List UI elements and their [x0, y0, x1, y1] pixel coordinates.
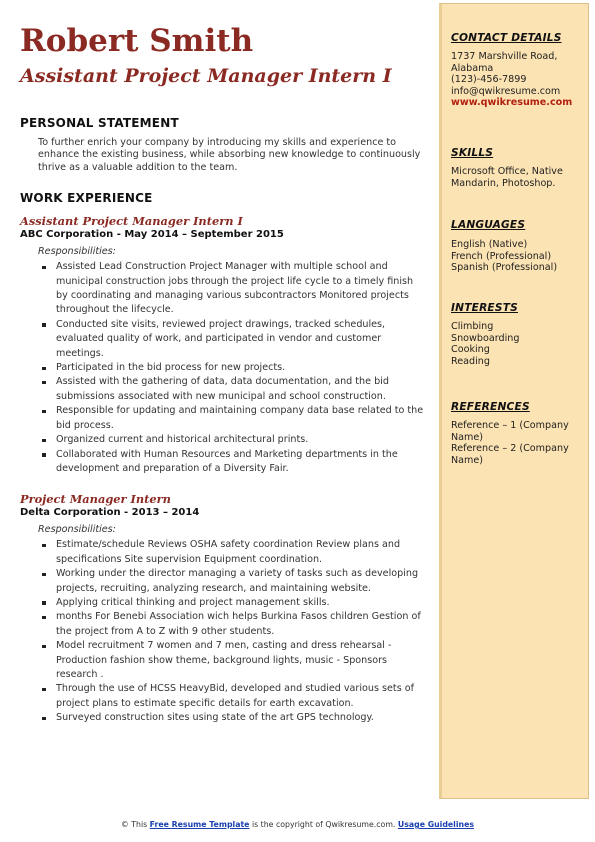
responsibilities-list — [56, 260, 425, 476]
candidate-title: Assistant Project Manager Intern I — [20, 65, 392, 87]
personal-statement-text: To further enrich your company by introducing my skills and experience to enhance the existing business, while absorbing new knowledge to continuously thrive as a valuable addition to the team. — [38, 137, 421, 173]
list-item: Organized current and historical architectural prints. — [56, 433, 425, 447]
list-item: Conducted site visits, reviewed project drawings, tracked schedules, evaluated quality of work, and participated in vendor and customer meetings. — [56, 318, 425, 361]
list-item: Responsible for updating and maintaining company data base related to the bid process. — [56, 404, 425, 433]
list-item: Collaborated with Human Resources and Marketing departments in the development and preparation of a Diversity Fair. — [56, 448, 425, 477]
reference-line: Reference – 1 (Company — [451, 420, 569, 431]
job-entry — [20, 492, 425, 725]
footer-copyright-text: is the copyright of Qwikresume.com. — [249, 820, 398, 829]
interests-heading: INTERESTS — [451, 302, 518, 314]
skills-line: Microsoft Office, Native — [451, 166, 563, 177]
job-company-dates: Delta Corporation - 2013 – 2014 — [20, 507, 200, 519]
usage-guidelines-link[interactable]: Usage Guidelines — [397, 820, 475, 829]
job-company-dates: ABC Corporation - May 2014 – September 2015 — [20, 229, 284, 241]
list-item: Assisted Lead Construction Project Manager with multiple school and municipal construction jobs through the project life cycle to a timely finish by coordinating and managing various subcontractors Monitored projects throughout the lifecycle. — [56, 260, 425, 318]
list-item: Working under the director managing a variety of tasks such as developing projects, recruiting, analyzing research, and maintaining website. — [56, 567, 425, 596]
language-item: Spanish (Professional) — [451, 262, 558, 274]
responsibilities-label: Responsibilities: — [38, 524, 116, 536]
footer-prefix: © This — [120, 820, 150, 829]
interests-section — [451, 302, 587, 367]
footer — [0, 820, 595, 829]
interest-item: Snowboarding — [451, 332, 520, 344]
skills-section — [451, 147, 587, 189]
sidebar — [439, 3, 589, 799]
list-item: Estimate/schedule Reviews OSHA safety coordination Review plans and specifications Site supervision Equipment coordination. — [56, 538, 425, 567]
skills-line: Mandarin, Photoshop. — [451, 177, 556, 189]
work-experience-heading: WORK EXPERIENCE — [20, 191, 153, 206]
email-address: info@qwikresume.com — [451, 85, 561, 97]
interest-item: Cooking — [451, 344, 490, 356]
website-link[interactable]: www.qwikresume.com — [451, 97, 573, 109]
personal-statement-heading: PERSONAL STATEMENT — [20, 116, 179, 130]
list-item: Model recruitment 7 women and 7 men, casting and dress rehearsal - Production fashion show theme, background lights, music - Sponsors research . — [56, 639, 425, 682]
responsibilities-label: Responsibilities: — [38, 246, 116, 258]
language-item: French (Professional) — [451, 250, 552, 262]
address-line: Alabama — [451, 62, 494, 74]
references-heading: REFERENCES — [451, 401, 530, 413]
job-title: Assistant Project Manager Intern I — [20, 214, 243, 229]
personal-statement-section — [20, 116, 425, 174]
language-item: English (Native) — [451, 239, 528, 250]
work-experience-section — [20, 191, 425, 725]
interest-item: Climbing — [451, 321, 494, 332]
reference-line: Reference – 2 (Company — [451, 443, 569, 455]
list-item: Assisted with the gathering of data, data documentation, and the bid submissions associated with new municipal and school construction. — [56, 375, 425, 404]
interest-item: Reading — [451, 355, 490, 367]
responsibilities-list — [56, 538, 425, 725]
list-item: Applying critical thinking and project management skills. — [56, 596, 425, 610]
phone-number: (123)-456-7899 — [451, 74, 527, 86]
list-item: Participated in the bid process for new projects. — [56, 361, 425, 375]
reference-line: Name) — [451, 454, 484, 466]
languages-heading: LANGUAGES — [451, 219, 526, 231]
list-item: months For Benebi Association wich helps Burkina Fasos children Gestion of the project from A to Z with 9 other students. — [56, 610, 425, 639]
references-section — [451, 401, 587, 466]
main-column — [20, 22, 425, 726]
job-entry — [20, 214, 425, 476]
contact-section — [451, 32, 587, 109]
reference-line: Name) — [451, 431, 484, 443]
list-item: Through the use of HCSS HeavyBid, developed and studied various sets of project plans to estimate specific details for earth excavation. — [56, 682, 425, 711]
candidate-name: Robert Smith — [20, 23, 254, 59]
address-line: 1737 Marshville Road, — [451, 51, 558, 62]
job-title: Project Manager Intern — [20, 492, 171, 507]
free-resume-template-link[interactable]: Free Resume Template — [149, 820, 250, 829]
skills-heading: SKILLS — [451, 147, 494, 159]
list-item: Surveyed construction sites using state of the art GPS technology. — [56, 711, 425, 725]
contact-heading: CONTACT DETAILS — [451, 32, 562, 44]
languages-section — [451, 219, 587, 274]
